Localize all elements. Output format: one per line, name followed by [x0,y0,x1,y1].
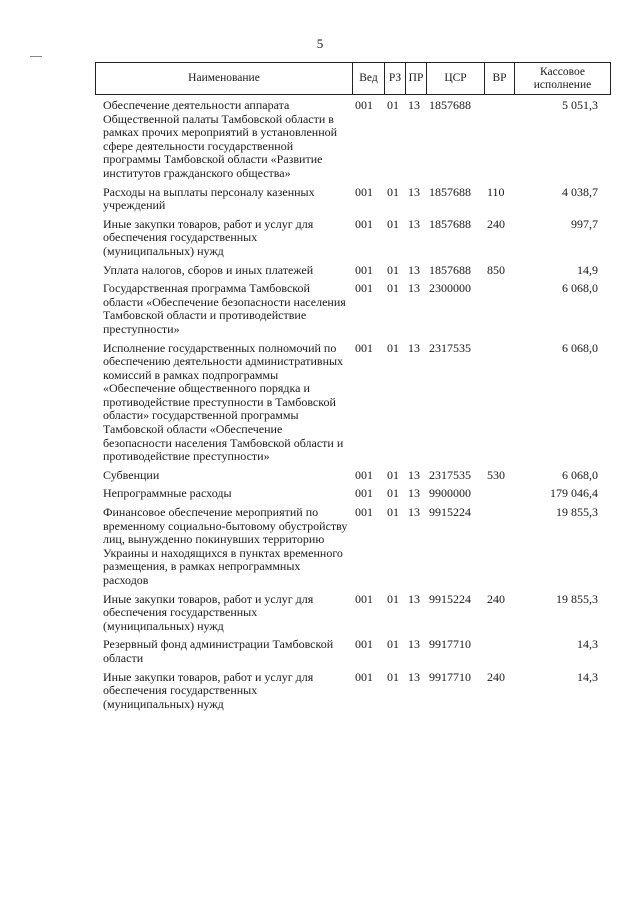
cell-amount: 19 855,3 [556,505,598,520]
cell-pr: 13 [408,184,420,199]
cell-amount: 4 038,7 [562,184,598,199]
cell-pr: 13 [408,216,420,231]
column-header-name: Наименование [96,63,353,95]
cell-name: Иные закупки товаров, работ и услуг для обеспечения государственных (муниципальных) нужд [103,669,314,711]
cell-csr: 1857688 [429,98,471,112]
table-row [95,99,610,186]
cell-ved: 001 [355,281,373,296]
cell-ved: 001 [355,669,373,684]
column-header-ved: Вед [353,63,385,95]
cell-name: Финансовое обеспечение мероприятий по временному социально-бытовому обустройству лиц, вынужденно покинувших территорию Украины и находящихся в пунктах временного размещения, в рамках непрограммных расходов [103,505,348,587]
table-row [95,218,610,264]
scan-artifact [30,56,42,57]
cell-csr: 9917710 [429,669,471,684]
cell-ved: 001 [355,486,373,501]
cell-rz: 01 [387,591,399,606]
table-row [95,264,610,283]
column-header-amount: Кассовое исполнение [515,63,611,95]
table-header [95,62,611,95]
cell-rz: 01 [387,184,399,199]
cell-amount: 997,7 [571,216,598,231]
cell-rz: 01 [387,216,399,231]
cell-vr [484,99,514,186]
cell-amount: 19 855,3 [556,591,598,606]
cell-rz: 01 [387,467,399,482]
cell-name: Субвенции [103,467,160,482]
cell-name: Исполнение государственных полномочий по обеспечению деятельности административных комиссий в рамках подпрограммы «Обеспечение общественного порядка и противодействие преступности в Тамбовской области» государственной программы Тамбовской области «Обеспечение безопасности населения Тамбовской области и противодействие преступности» [103,340,344,464]
cell-rz: 01 [387,637,399,652]
cell-name: Иные закупки товаров, работ и услуг для обеспечения государственных (муниципальных) нужд [103,216,314,258]
cell-csr: 9915224 [429,591,471,606]
cell-rz: 01 [387,281,399,296]
table-row [95,469,610,488]
cell-pr: 13 [408,637,420,652]
cell-ved: 001 [355,637,373,652]
cell-name: Иные закупки товаров, работ и услуг для обеспечения государственных (муниципальных) нужд [103,591,314,633]
cell-ved: 001 [355,184,373,199]
cell-rz: 01 [387,262,399,277]
cell-vr: 110 [487,184,505,199]
table-row [95,671,610,717]
cell-ved: 001 [355,98,373,112]
cell-pr: 13 [408,591,420,606]
column-header-rz: РЗ [385,63,406,95]
cell-name: Государственная программа Тамбовской области «Обеспечение безопасности населения Тамбовской области и противодействие преступности» [103,281,346,336]
cell-csr: 2317535 [429,340,471,355]
column-header-vr: ВР [485,63,515,95]
cell-ved: 001 [355,340,373,355]
column-header-pr: ПР [406,63,427,95]
cell-ved: 001 [355,216,373,231]
table-row [95,186,610,218]
cell-rz: 01 [387,505,399,520]
cell-ved: 001 [355,262,373,277]
cell-vr: 240 [487,591,505,606]
table-row [95,342,610,469]
cell-ved: 001 [355,505,373,520]
cell-amount: 6 068,0 [562,281,598,296]
cell-vr [484,282,514,341]
cell-ved: 001 [355,591,373,606]
cell-vr [484,506,514,593]
cell-pr: 13 [408,467,420,482]
cell-name: Расходы на выплаты персоналу казенных учреждений [103,184,315,213]
cell-csr: 9917710 [429,637,471,652]
table-row [95,282,610,341]
cell-csr: 1857688 [429,184,471,199]
cell-name: Уплата налогов, сборов и иных платежей [103,262,314,277]
table-row [95,638,610,670]
cell-pr: 13 [408,340,420,355]
cell-vr: 850 [487,262,505,277]
cell-pr: 13 [408,505,420,520]
cell-vr [484,342,514,469]
cell-rz: 01 [387,486,399,501]
cell-name: Непрограммные расходы [103,486,232,501]
cell-pr: 13 [408,281,420,296]
cell-csr: 2300000 [429,281,471,296]
cell-vr: 240 [487,669,505,684]
table-body [95,99,610,716]
cell-amount: 5 051,3 [562,98,598,112]
cell-pr: 13 [408,98,420,112]
cell-csr: 2317535 [429,467,471,482]
cell-rz: 01 [387,669,399,684]
cell-name: Обеспечение деятельности аппарата Общественной палаты Тамбовской области в рамках прочих мероприятий в установленной сфере деятельности государственной программы Тамбовской области «Развитие институтов гражданского общества» [103,98,338,180]
table-row [95,487,610,506]
cell-amount: 14,3 [577,669,598,684]
cell-csr: 9915224 [429,505,471,520]
page-number: 5 [316,36,324,51]
cell-pr: 13 [408,669,420,684]
cell-name: Резервный фонд администрации Тамбовской области [103,637,334,665]
table-row [95,506,610,593]
cell-vr: 530 [487,467,505,482]
column-header-csr: ЦСР [427,63,485,95]
cell-amount: 179 046,4 [550,486,598,501]
cell-csr: 1857688 [429,216,471,231]
cell-csr: 1857688 [429,262,471,277]
cell-rz: 01 [387,98,399,112]
cell-amount: 14,3 [577,637,598,652]
expenditure-table [95,99,610,716]
cell-ved: 001 [355,467,373,482]
cell-pr: 13 [408,262,420,277]
cell-pr: 13 [408,486,420,501]
cell-rz: 01 [387,340,399,355]
cell-vr [484,638,514,670]
cell-vr [484,487,514,506]
cell-amount: 6 068,0 [562,467,598,482]
cell-amount: 6 068,0 [562,340,598,355]
cell-vr: 240 [487,216,505,231]
cell-amount: 14,9 [577,262,598,277]
table-row [95,593,610,639]
cell-csr: 9900000 [429,486,471,501]
